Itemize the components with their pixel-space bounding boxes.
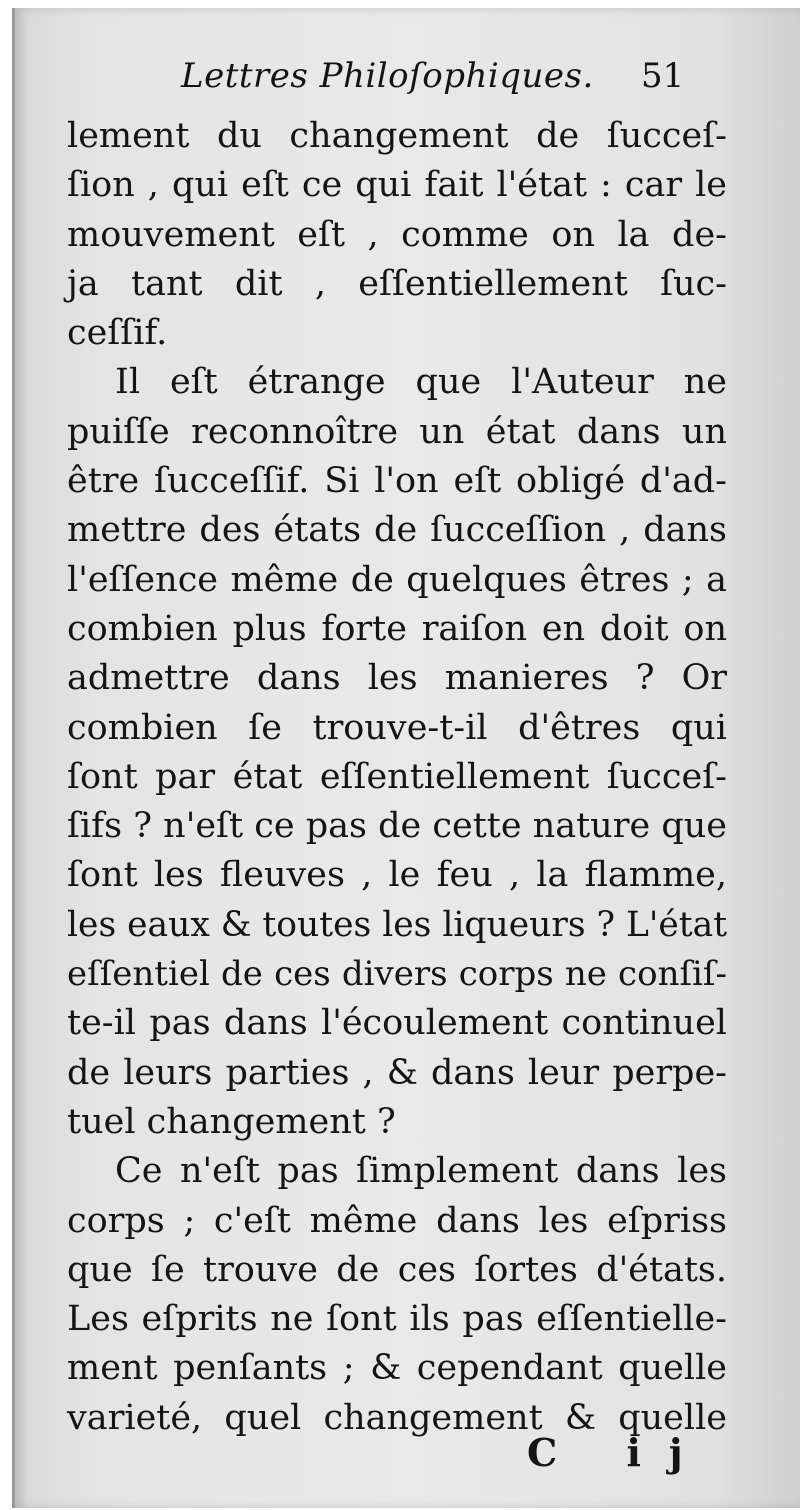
text-line: tuel changement ? [67,1101,396,1142]
text-line: ja tant dit , eſſentiellement ſuc- [67,263,727,304]
text-line: ſont par état eſſentiellement ſucceſ- [67,756,727,797]
text-line: être ſucceſſif. Si l'on eſt obligé d'ad- [67,461,727,502]
text-line: mettre des états de ſucceſſion , dans [67,510,727,551]
page-footer [15,1430,800,1490]
text-line: Il eſt étrange que l'Auteur ne [115,362,727,403]
running-title: Lettres Philoſophiques. [181,56,594,96]
text-line: l'eſſence même de quelques êtres ; a [67,559,727,600]
text-line: ceſſif. [67,313,168,354]
text-line: Ce n'eſt pas ſimplement dans les [115,1151,727,1192]
text-line: eſſentiel de ces divers corps ne conſiſ- [67,954,727,995]
page-header [15,56,800,106]
text-line: admettre dans les manieres ? Or [67,658,727,699]
text-line: Les eſprits ne ſont ils pas eſſentielle- [67,1299,727,1340]
text-line: que ſe trouve de ces ſortes d'états. [67,1249,727,1290]
text-line: ſifs ? n'eſt ce pas de cette nature que [67,806,727,847]
page-number: 51 [641,56,685,96]
body-text [67,112,727,1443]
text-line: lement du changement de ſucceſ- [67,116,727,156]
text-line: mouvement eſt , comme on la de- [67,214,727,255]
text-line: ment penſants ; & cependant quelle [67,1348,727,1389]
text-line: te-il pas dans l'écoulement continuel [67,1003,727,1044]
book-page [12,8,800,1508]
text-line: de leurs parties , & dans leur perpe- [67,1052,727,1093]
text-line: ſion , qui eſt ce qui fait l'état : car le [67,165,727,206]
text-line: combien plus forte raiſon en doit on [67,608,727,649]
text-line: puiſſe reconnoître un état dans un [67,411,727,452]
text-line: corps ; c'eſt même dans les eſpriss [67,1200,727,1241]
signature-mark: C ij [527,1430,711,1475]
text-line: combien ſe trouve-t-il d'êtres qui [67,707,727,748]
text-line: les eaux & toutes les liqueurs ? L'état [67,904,728,945]
text-line: varieté, quel changement & quelle [67,1397,727,1438]
text-line: ſont les fleuves , le feu , la flamme, [67,855,727,896]
